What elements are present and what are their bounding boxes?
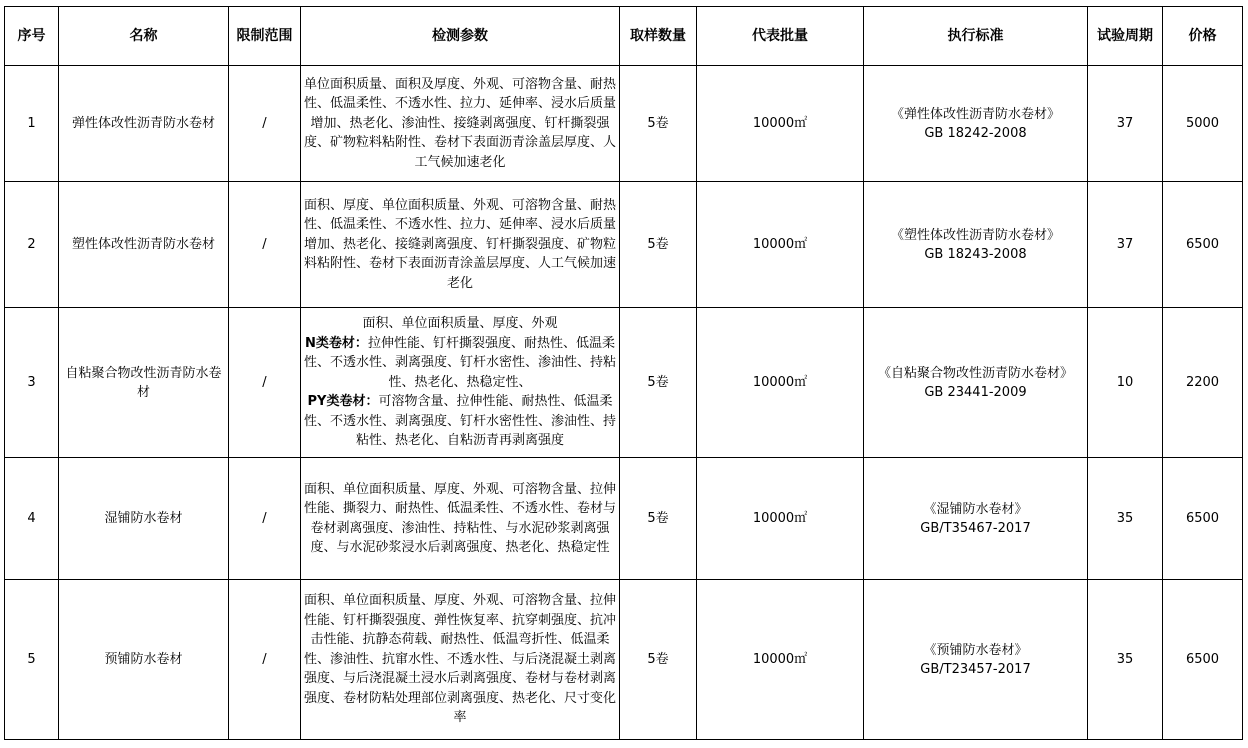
header-period: 试验周期 bbox=[1088, 7, 1163, 66]
standard-code: GB 18242-2008 bbox=[924, 125, 1027, 141]
standard-name: 《弹性体改性沥青防水卷材》 bbox=[890, 106, 1060, 122]
header-standard: 执行标准 bbox=[864, 7, 1088, 66]
cell-no: 1 bbox=[5, 66, 59, 182]
cell-params bbox=[301, 308, 620, 458]
cell-price: 5000 bbox=[1163, 66, 1243, 182]
standard-code: GB/T23457-2017 bbox=[920, 661, 1031, 677]
cell-batch: 10000㎡ bbox=[697, 66, 864, 182]
cell-limit: / bbox=[229, 580, 301, 740]
cell-no: 3 bbox=[5, 308, 59, 458]
standard-name: 《自粘聚合物改性沥青防水卷材》 bbox=[877, 365, 1073, 381]
cell-no: 4 bbox=[5, 458, 59, 580]
standard-code: GB 18243-2008 bbox=[924, 246, 1027, 262]
cell-period: 35 bbox=[1088, 580, 1163, 740]
cell-price: 6500 bbox=[1163, 182, 1243, 308]
header-sample: 取样数量 bbox=[620, 7, 697, 66]
header-row bbox=[5, 7, 1243, 66]
cell-name: 自粘聚合物改性沥青防水卷材 bbox=[59, 308, 229, 458]
cell-sample: 5卷 bbox=[620, 66, 697, 182]
cell-standard bbox=[864, 458, 1088, 580]
table-row bbox=[5, 308, 1243, 458]
header-limit: 限制范围 bbox=[229, 7, 301, 66]
standard-code: GB 23441-2009 bbox=[924, 384, 1027, 400]
cell-period: 35 bbox=[1088, 458, 1163, 580]
cell-standard bbox=[864, 308, 1088, 458]
table-row bbox=[5, 66, 1243, 182]
header-params: 检测参数 bbox=[301, 7, 620, 66]
cell-no: 2 bbox=[5, 182, 59, 308]
cell-limit: / bbox=[229, 182, 301, 308]
cell-limit: / bbox=[229, 458, 301, 580]
cell-period: 37 bbox=[1088, 66, 1163, 182]
cell-sample: 5卷 bbox=[620, 458, 697, 580]
cell-price: 6500 bbox=[1163, 458, 1243, 580]
cell-period: 10 bbox=[1088, 308, 1163, 458]
cell-params: 面积、单位面积质量、厚度、外观、可溶物含量、拉伸性能、撕裂力、耐热性、低温柔性、不透水性、卷材与卷材剥离强度、渗油性、持粘性、与水泥砂浆剥离强度、与水泥砂浆浸水后剥离强度、热老化、热稳定性 bbox=[301, 458, 620, 580]
header-name: 名称 bbox=[59, 7, 229, 66]
n-type-label: N类卷材： bbox=[305, 335, 368, 351]
n-type-text: 拉伸性能、钉杆撕裂强度、耐热性、低温柔性、不透水性、剥离强度、钉杆水密性、渗油性、持粘性、热老化、热稳定性、 bbox=[304, 335, 617, 390]
cell-no: 5 bbox=[5, 580, 59, 740]
cell-standard bbox=[864, 66, 1088, 182]
cell-price: 6500 bbox=[1163, 580, 1243, 740]
header-batch: 代表批量 bbox=[697, 7, 864, 66]
cell-price: 2200 bbox=[1163, 308, 1243, 458]
standard-name: 《塑性体改性沥青防水卷材》 bbox=[890, 227, 1060, 243]
cell-limit: / bbox=[229, 66, 301, 182]
cell-params: 单位面积质量、面积及厚度、外观、可溶物含量、耐热性、低温柔性、不透水性、拉力、延伸率、浸水后质量增加、热老化、渗油性、接缝剥离强度、钉杆撕裂强度、矿物粒料粘附性、卷材下表面沥青涂盖层厚度、人工气候加速老化 bbox=[301, 66, 620, 182]
table-row bbox=[5, 580, 1243, 740]
cell-sample: 5卷 bbox=[620, 580, 697, 740]
cell-batch: 10000㎡ bbox=[697, 580, 864, 740]
standard-code: GB/T35467-2017 bbox=[920, 520, 1031, 536]
cell-batch: 10000㎡ bbox=[697, 308, 864, 458]
standard-name: 《湿铺防水卷材》 bbox=[923, 501, 1028, 517]
cell-batch: 10000㎡ bbox=[697, 458, 864, 580]
cell-name: 湿铺防水卷材 bbox=[59, 458, 229, 580]
standard-name: 《预铺防水卷材》 bbox=[923, 642, 1028, 658]
cell-standard bbox=[864, 580, 1088, 740]
cell-sample: 5卷 bbox=[620, 182, 697, 308]
cell-standard bbox=[864, 182, 1088, 308]
py-type-text: 可溶物含量、拉伸性能、耐热性、低温柔性、不透水性、剥离强度、钉杆水密性性、渗油性、持粘性、热老化、自粘沥青再剥离强度 bbox=[304, 394, 617, 449]
test-items-table bbox=[4, 6, 1243, 740]
table-row bbox=[5, 182, 1243, 308]
params-intro: 面积、单位面积质量、厚度、外观 bbox=[362, 316, 558, 332]
cell-period: 37 bbox=[1088, 182, 1163, 308]
cell-name: 预铺防水卷材 bbox=[59, 580, 229, 740]
cell-name: 弹性体改性沥青防水卷材 bbox=[59, 66, 229, 182]
header-no: 序号 bbox=[5, 7, 59, 66]
cell-params: 面积、厚度、单位面积质量、外观、可溶物含量、耐热性、低温柔性、不透水性、拉力、延伸率、浸水后质量增加、热老化、接缝剥离强度、钉杆撕裂强度、矿物粒料粘附性、卷材下表面沥青涂盖层厚度、人工气候加速老化 bbox=[301, 182, 620, 308]
cell-limit: / bbox=[229, 308, 301, 458]
table-row bbox=[5, 458, 1243, 580]
cell-batch: 10000㎡ bbox=[697, 182, 864, 308]
cell-name: 塑性体改性沥青防水卷材 bbox=[59, 182, 229, 308]
py-type-label: PY类卷材： bbox=[307, 394, 379, 410]
cell-sample: 5卷 bbox=[620, 308, 697, 458]
header-price: 价格 bbox=[1163, 7, 1243, 66]
cell-params: 面积、单位面积质量、厚度、外观、可溶物含量、拉伸性能、钉杆撕裂强度、弹性恢复率、抗穿刺强度、抗冲击性能、抗静态荷载、耐热性、低温弯折性、低温柔性、渗油性、抗窜水性、不透水性、与后浇混凝土剥离强度、与后浇混凝土浸水后剥离强度、卷材与卷材剥离强度、卷材防粘处理部位剥离强度、热老化、尺寸变化率 bbox=[301, 580, 620, 740]
